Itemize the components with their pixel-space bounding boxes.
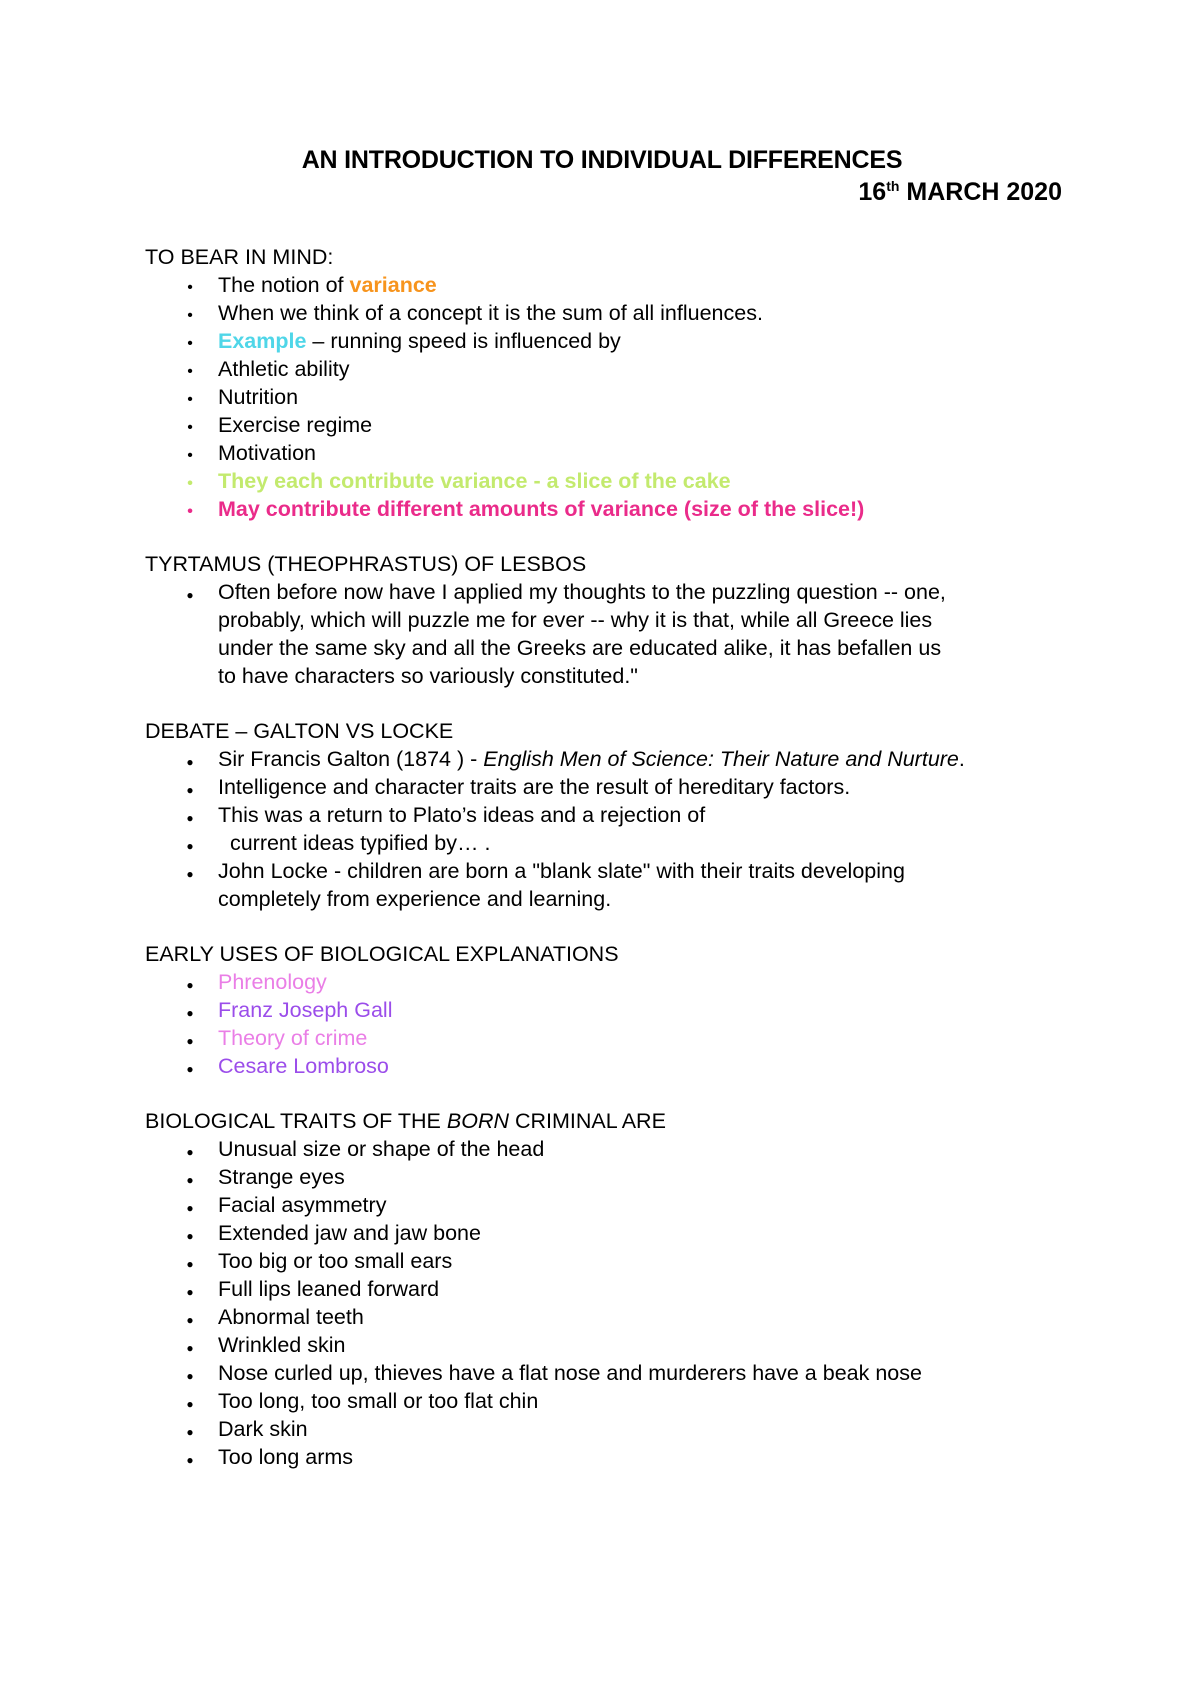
list-item [145,801,1065,829]
item-text: Too long arms [218,1445,354,1469]
heading-text: BIOLOGICAL TRAITS OF THE [145,1109,447,1133]
list-item [145,1331,1065,1359]
list-item [145,1163,1065,1191]
item-text: John Locke - children are born a "blank slate" with their traits developing [218,859,905,883]
bullet-icon [183,1331,197,1362]
item-text: This was a return to Plato’s ideas and a rejection of [218,803,706,827]
list-item [145,1191,1065,1219]
bullet-icon [183,1387,197,1418]
item-text: May contribute different amounts of variance (size of the slice!) [218,497,865,521]
bullet-icon [183,271,197,302]
bullet-icon [183,439,197,470]
bullet-icon [183,578,197,609]
item-text: – running speed is influenced by [306,329,621,353]
list-item [145,1387,1065,1415]
list-item [145,1303,1065,1331]
item-text: Unusual size or shape of the head [218,1137,545,1161]
bullet-icon [183,495,197,526]
list-item [145,355,1065,383]
item-text: . [958,747,965,771]
item-text: Too long, too small or too flat chin [218,1389,539,1413]
section-heading-early-uses: EARLY USES OF BIOLOGICAL EXPLANATIONS [145,942,619,966]
item-text: Exercise regime [218,413,373,437]
item-text: Nutrition [218,385,299,409]
list-item [145,383,1065,411]
book-title: English Men of Science: Their Nature and Nurture [483,747,959,771]
bullet-icon [183,829,197,860]
item-text: Theory of crime [218,1026,368,1050]
list-item [145,1052,1065,1080]
item-text: Nose curled up, thieves have a flat nose and murderers have a beak nose [218,1361,922,1385]
list-item [145,1275,1065,1303]
bullet-icon [183,1052,197,1083]
list-item [145,1359,1065,1387]
bullet-icon [183,1191,197,1222]
section-heading-bear-in-mind: TO BEAR IN MIND: [145,245,334,269]
document-body [145,243,1065,1471]
document-title: AN INTRODUCTION TO INDIVIDUAL DIFFERENCES [301,146,903,174]
item-text: Franz Joseph Gall [218,998,393,1022]
list-item [145,578,1065,690]
bullet-icon [183,857,197,888]
quote-line: to have characters so variously constituted." [218,664,638,688]
item-text: completely from experience and learning. [218,887,612,911]
date-rest: MARCH 2020 [899,178,1062,206]
list-item [145,996,1065,1024]
bullet-icon [183,745,197,776]
bullet-icon [183,968,197,999]
list-item [145,299,1065,327]
item-text: Athletic ability [218,357,350,381]
bullet-icon [183,467,197,498]
item-text: Dark skin [218,1417,308,1441]
quote-line: Often before now have I applied my thoughts to the puzzling question -- one, [218,580,946,604]
bullet-icon [183,996,197,1027]
item-text: Intelligence and character traits are the result of hereditary factors. [218,775,851,799]
bullet-icon [183,355,197,386]
early-uses-list [145,968,1065,1080]
heading-text: CRIMINAL ARE [509,1109,666,1133]
bear-in-mind-list [145,271,1065,523]
item-text: Cesare Lombroso [218,1054,389,1078]
bullet-icon [183,1443,197,1474]
bullet-icon [183,327,197,358]
list-item [145,411,1065,439]
list-item [145,968,1065,996]
bullet-icon [183,773,197,804]
list-item [145,467,1065,495]
list-item [145,1024,1065,1052]
list-item [145,857,1065,913]
bullet-icon [183,1247,197,1278]
bullet-icon [183,411,197,442]
list-item [145,271,1065,299]
bullet-icon [183,1415,197,1446]
item-text: Too big or too small ears [218,1249,453,1273]
item-text: current ideas typified by… . [218,831,491,855]
item-text: Phrenology [218,970,327,994]
item-text: The notion of [218,273,350,297]
bullet-icon [183,1303,197,1334]
item-text: Extended jaw and jaw bone [218,1221,481,1245]
bullet-icon [183,1219,197,1250]
section-heading-traits [145,1107,1065,1135]
list-item [145,439,1065,467]
item-text: Facial asymmetry [218,1193,387,1217]
item-text: They each contribute variance - a slice of the cake [218,469,731,493]
item-text: Strange eyes [218,1165,345,1189]
bullet-icon [183,1275,197,1306]
item-text: When we think of a concept it is the sum of all influences. [218,301,763,325]
tyrtamus-list [145,578,1065,690]
item-text: Motivation [218,441,316,465]
list-item [145,1135,1065,1163]
bullet-icon [183,1163,197,1194]
list-item [145,1443,1065,1471]
date-suffix: th [886,178,900,194]
list-item [145,1415,1065,1443]
list-item [145,1219,1065,1247]
list-item [145,773,1065,801]
bullet-icon [183,1359,197,1390]
list-item [145,745,1065,773]
debate-list [145,745,1065,913]
quote-line: probably, which will puzzle me for ever -- why it is that, while all Greece lies [218,608,933,632]
bullet-icon [183,1135,197,1166]
variance-highlight: variance [349,273,437,297]
bullet-icon [183,299,197,330]
heading-italic: BORN [446,1109,509,1133]
document-date [858,178,1062,207]
item-text: Abnormal teeth [218,1305,364,1329]
item-text: Wrinkled skin [218,1333,346,1357]
list-item [145,327,1065,355]
list-item [145,829,1065,857]
example-highlight: Example [218,329,307,353]
list-item [145,1247,1065,1275]
quote-line: under the same sky and all the Greeks are educated alike, it has befallen us [218,636,942,660]
bullet-icon [183,801,197,832]
item-text: Sir Francis Galton (1874 ) - [218,747,484,771]
list-item [145,495,1065,523]
traits-list [145,1135,1065,1471]
date-day: 16 [858,178,887,206]
section-heading-tyrtamus: TYRTAMUS (THEOPHRASTUS) OF LESBOS [145,552,587,576]
bullet-icon [183,1024,197,1055]
item-text: Full lips leaned forward [218,1277,440,1301]
bullet-icon [183,383,197,414]
section-heading-debate: DEBATE – GALTON VS LOCKE [145,719,454,743]
